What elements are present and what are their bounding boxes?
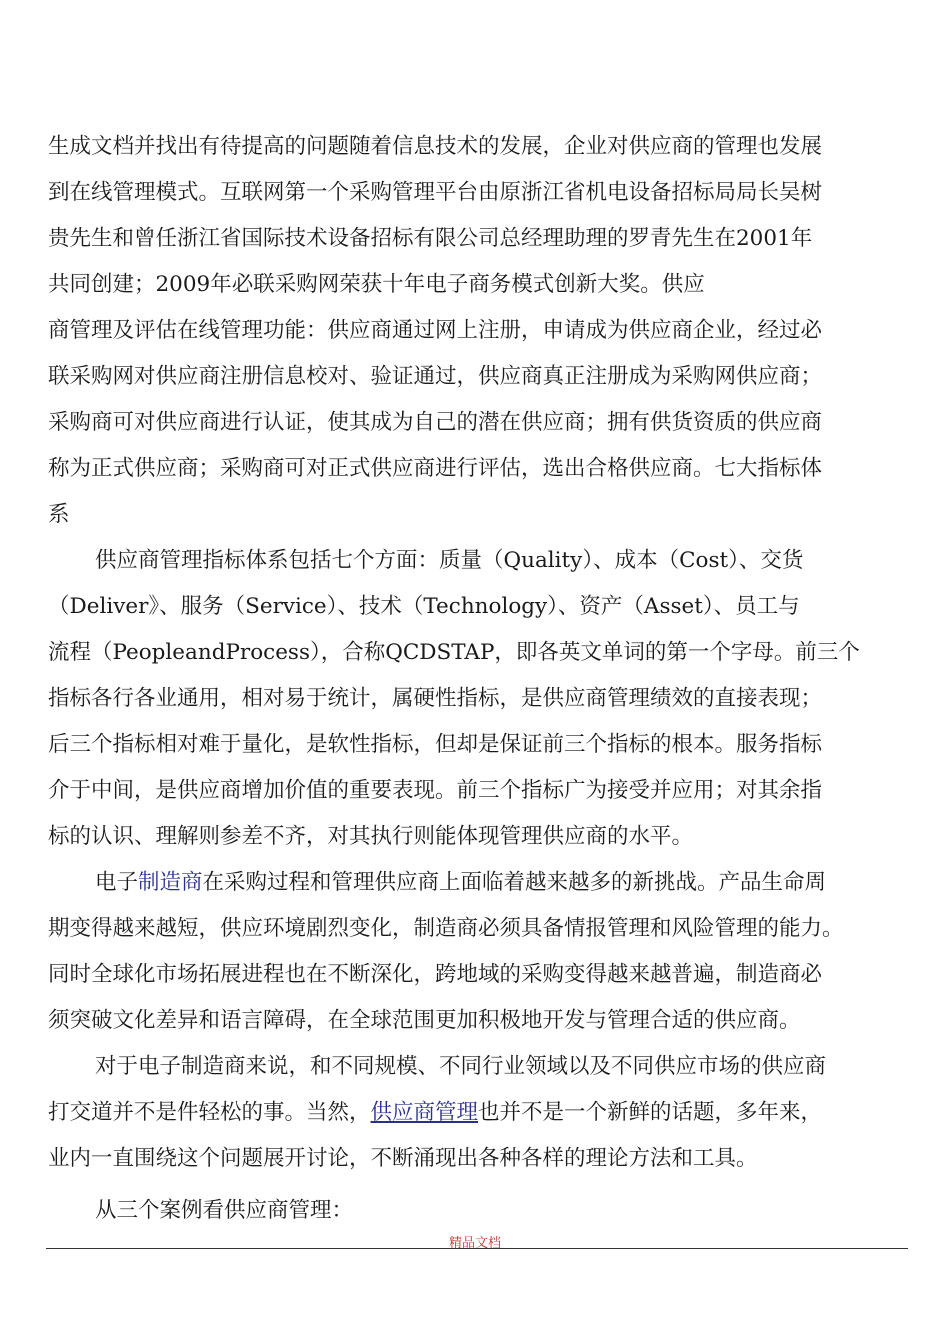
text-segment: 也并不是一个新鲜的话题，多年来， — [478, 1100, 823, 1125]
paragraph-start-line: 供应商管理指标体系包括七个方面：质量（Quality）、成本（Cost）、交货 — [95, 548, 804, 573]
paragraph-start-line — [48, 860, 910, 906]
supplier-management-link[interactable]: 供应商管理 — [370, 1100, 479, 1125]
text-line: 商管理及评估在线管理功能：供应商通过网上注册，申请成为供应商企业，经过必 — [48, 318, 823, 343]
text-line: 称为正式供应商；采购商可对正式供应商进行评估，选出合格供应商。七大指标体 — [48, 456, 823, 481]
text-line: 期变得越来越短，供应环境剧烈变化，制造商必须具备情报管理和风险管理的能力。 — [48, 916, 844, 941]
text-line: 到在线管理模式。互联网第一个采购管理平台由原浙江省机电设备招标局局长吴树 — [48, 180, 823, 205]
section-heading-line: 从三个案例看供应商管理： — [95, 1198, 354, 1223]
footer-divider — [46, 1248, 908, 1249]
text-line: 贵先生和曾任浙江省国际技术设备招标有限公司总经理助理的罗青先生在2001年 — [48, 226, 813, 251]
text-line: 标的认识、理解则参差不齐，对其执行则能体现管理供应商的水平。 — [48, 824, 694, 849]
manufacturer-link[interactable]: 制造商 — [138, 870, 203, 895]
text-line: 介于中间，是供应商增加价值的重要表现。前三个指标广为接受并应用；对其余指 — [48, 778, 823, 803]
text-segment: 在采购过程和管理供应商上面临着越来越多的新挑战。产品生命周 — [202, 870, 827, 895]
text-line: 共同创建；2009年必联采购网荣获十年电子商务模式创新大奖。供应 — [48, 272, 705, 297]
text-line: 同时全球化市场拓展进程也在不断深化，跨地域的采购变得越来越普遍，制造商必 — [48, 962, 823, 987]
text-line: 业内一直围绕这个问题展开讨论，不断涌现出各种各样的理论方法和工具。 — [48, 1146, 758, 1171]
text-line: 采购商可对供应商进行认证，使其成为自己的潜在供应商；拥有供货资质的供应商 — [48, 410, 823, 435]
paragraph-start-line: 对于电子制造商来说，和不同规模、不同行业领域以及不同供应市场的供应商 — [95, 1054, 827, 1079]
text-line: 后三个指标相对难于量化，是软性指标，但却是保证前三个指标的根本。服务指标 — [48, 732, 823, 757]
text-line: 生成文档并找出有待提高的问题随着信息技术的发展，企业对供应商的管理也发展 — [48, 134, 823, 159]
text-line — [48, 1090, 910, 1136]
text-line: （Deliver》、服务（Service）、技术（Technology）、资产（Asset）、员工与 — [48, 594, 800, 619]
text-segment: 电子 — [95, 870, 139, 895]
text-line: 流程（PeopleandProcess），合称QCDSTAP，即各英文单词的第一个字母。前三个 — [48, 640, 860, 665]
text-line: 指标各行各业通用，相对易于统计，属硬性指标，是供应商管理绩效的直接表现； — [48, 686, 823, 711]
text-line: 联采购网对供应商注册信息校对、验证通过，供应商真正注册成为采购网供应商； — [48, 364, 823, 389]
text-line: 须突破文化差异和语言障碍，在全球范围更加积极地开发与管理合适的供应商。 — [48, 1008, 801, 1033]
text-line: 系 — [48, 502, 70, 527]
document-body — [48, 124, 910, 1234]
text-segment: 打交道并不是件轻松的事。当然， — [48, 1100, 371, 1125]
footer-label: 精品文档 — [448, 1236, 501, 1251]
